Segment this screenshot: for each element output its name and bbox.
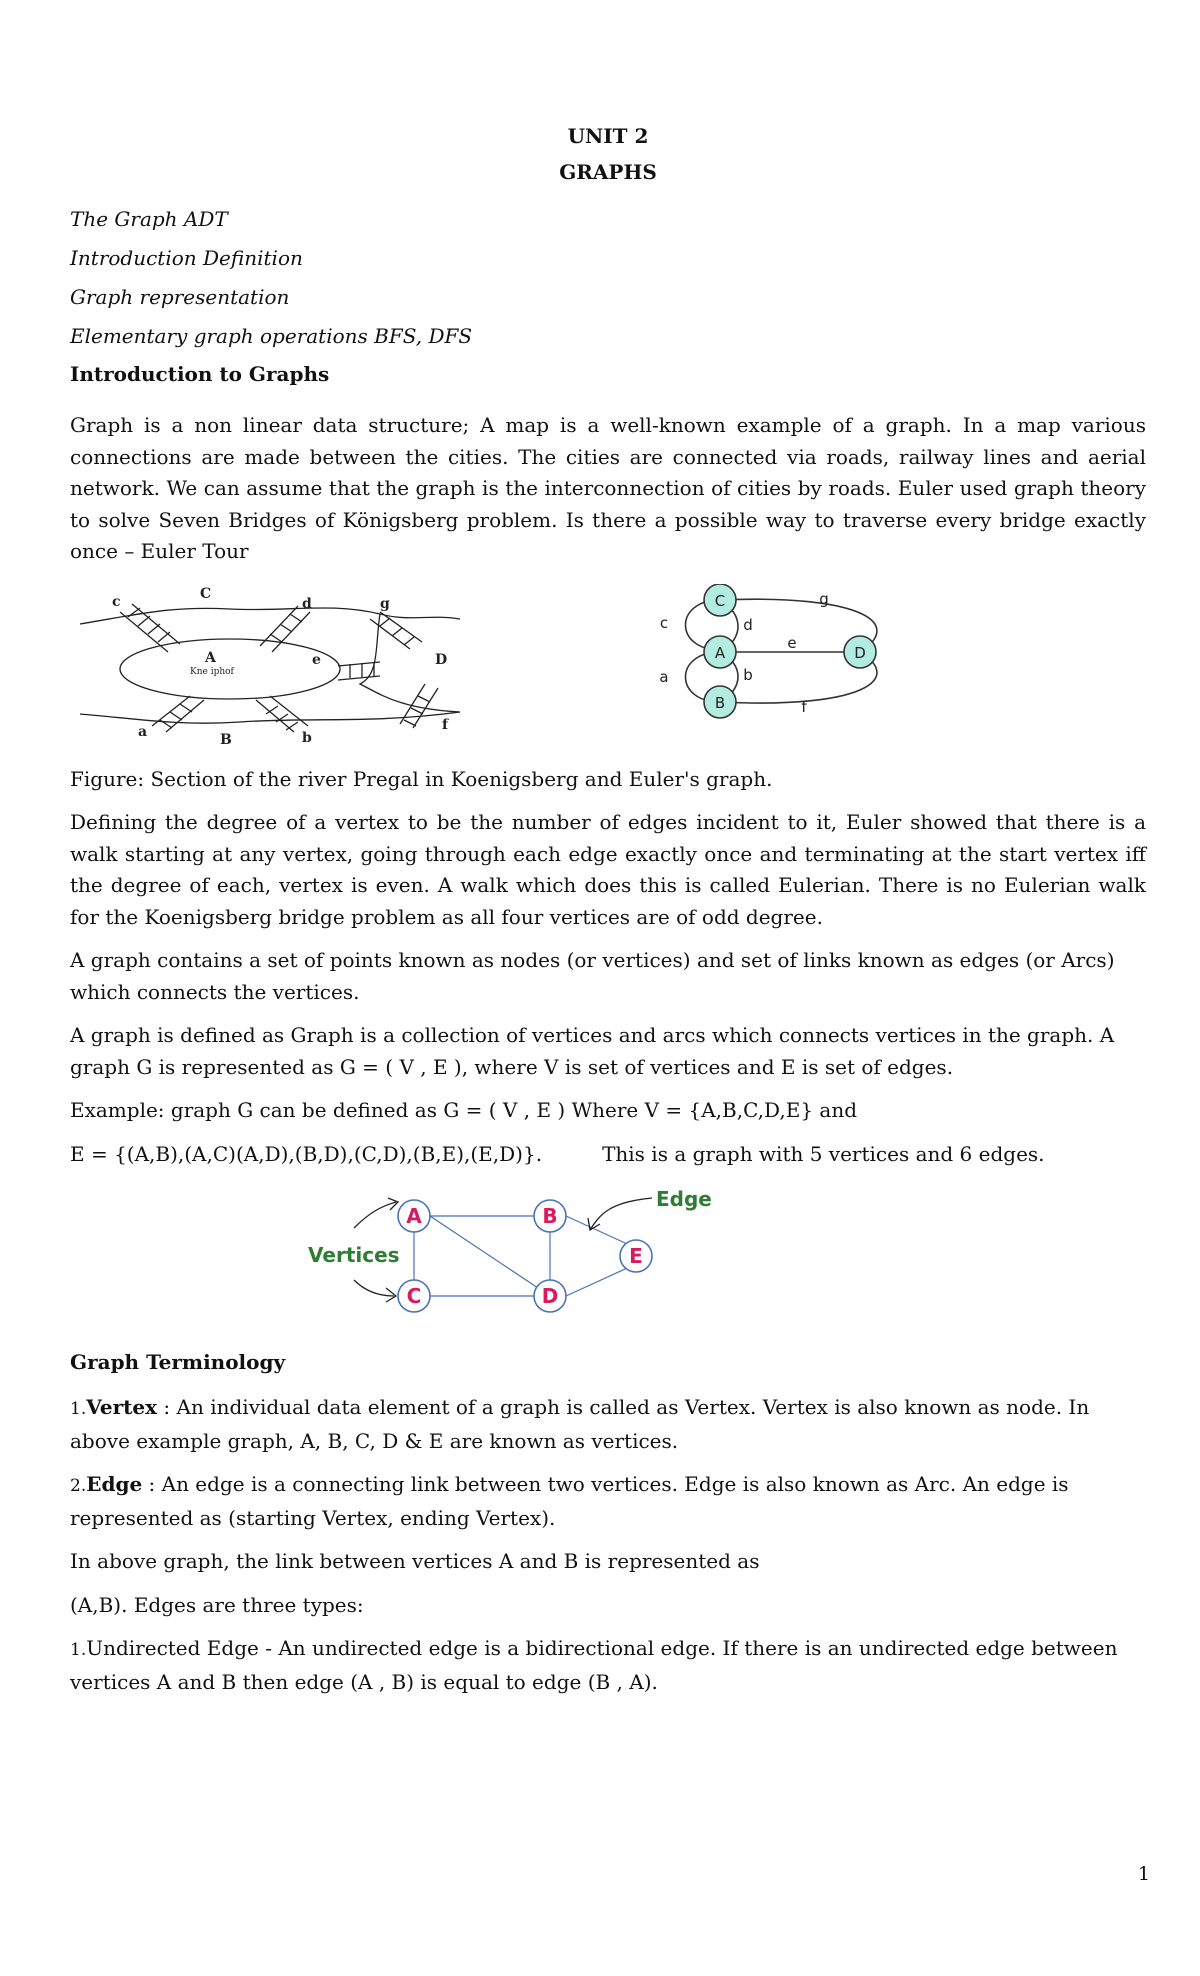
bridge-label: d xyxy=(302,595,312,612)
edge-set-note: This is a graph with 5 vertices and 6 edges. xyxy=(602,1141,1045,1166)
degree-paragraph: Defining the degree of a vertex to be the number of edges incident to it, Euler showed that there is a walk starting at any vertex, going through each edge exactly once and terminating at the start vertex iff the degree of each, vertex is even. A walk which does this is called Eulerian. There is no Eulerian walk for the Koenigsberg bridge problem as all four vertices are of odd degree. xyxy=(70,810,1146,929)
land-label: D xyxy=(435,651,448,668)
term-name: Vertex xyxy=(86,1395,158,1419)
document-page xyxy=(70,118,1146,1698)
term-text: Undirected Edge - An undirected edge is a bidirectional edge. If there is an undirected edge between vertices A and B then edge (A , B) is equal to edge (B , A). xyxy=(70,1636,1118,1694)
node-label: E xyxy=(629,1244,643,1268)
edge-label: c xyxy=(659,613,669,632)
bridge-label: g xyxy=(380,595,390,612)
node-label: C xyxy=(406,1284,422,1308)
node-label: D xyxy=(541,1284,559,1308)
edge-set-line xyxy=(70,1139,1146,1171)
edge-label: a xyxy=(659,667,669,686)
island-label: A xyxy=(205,649,216,666)
edge-set: E = {(A,B),(A,C)(A,D),(B,D),(C,D),(B,E),(E,D)}. xyxy=(70,1141,543,1166)
bridge-label: b xyxy=(302,729,312,746)
figure-koenigsberg xyxy=(70,584,1146,764)
example-paragraph: Example: graph G can be defined as G = ( V , E ) Where V = {A,B,C,D,E} and xyxy=(70,1098,858,1122)
term-edge xyxy=(70,1469,1146,1534)
bridge-label: f xyxy=(442,716,449,733)
example-graph-figure xyxy=(270,1184,800,1334)
node-label: C xyxy=(714,591,726,610)
defined-paragraph: A graph is defined as Graph is a collection of vertices and arcs which connects vertices in the graph. A graph G is represented as G = ( V , E ), where V is set of vertices and E is set of edges. xyxy=(70,1023,1115,1079)
list-number: 2. xyxy=(70,1476,87,1496)
toc-item: The Graph ADT xyxy=(70,207,228,231)
list-number: 1. xyxy=(70,1640,87,1660)
unit-heading: UNIT 2 xyxy=(567,124,649,148)
link-line: In above graph, the link between vertices A and B is represented as xyxy=(70,1549,760,1573)
toc-list xyxy=(70,200,1146,356)
toc-item: Elementary graph operations BFS, DFS xyxy=(70,324,473,348)
figure-example-graph xyxy=(70,1184,1146,1344)
island-name: Kne iphof xyxy=(190,666,234,677)
term-text: : An edge is a connecting link between two vertices. Edge is also known as Arc. An edge is represented as (starting Vertex, ending Vertex). xyxy=(70,1472,1069,1530)
euler-graph-figure xyxy=(644,584,980,754)
bridge-label: c xyxy=(112,593,121,610)
page-number: 1 xyxy=(1137,1863,1150,1885)
node-label: D xyxy=(854,643,866,662)
bridge-label: e xyxy=(312,651,321,668)
edge-label: b xyxy=(743,665,753,684)
types-line: (A,B). Edges are three types: xyxy=(70,1592,364,1617)
terminology-heading: Graph Terminology xyxy=(70,1350,286,1374)
land-label: C xyxy=(200,585,212,602)
toc-item: Introduction Definition xyxy=(70,246,303,270)
edge-callout-label: Edge xyxy=(656,1187,712,1211)
edge-label: d xyxy=(743,615,753,634)
term-vertex xyxy=(70,1392,1146,1457)
bridge-map-figure xyxy=(80,584,470,754)
contains-paragraph: A graph contains a set of points known as nodes (or vertices) and set of links known as edges (or Arcs) which connects the vertices. xyxy=(70,948,1115,1004)
intro-heading: Introduction to Graphs xyxy=(70,362,330,386)
list-number: 1. xyxy=(70,1399,87,1419)
node-label: A xyxy=(714,643,726,662)
node-label: B xyxy=(714,693,726,712)
land-label: B xyxy=(220,731,232,748)
term-undirected xyxy=(70,1633,1146,1698)
page-title: GRAPHS xyxy=(559,160,657,184)
figure-caption: Figure: Section of the river Pregal in Koenigsberg and Euler's graph. xyxy=(70,766,773,791)
node-label: B xyxy=(542,1204,558,1228)
bridge-label: a xyxy=(138,723,148,740)
edge-label: e xyxy=(787,633,797,652)
term-text: : An individual data element of a graph is called as Vertex. Vertex is also known as node. In above example graph, A, B, C, D & E are known as vertices. xyxy=(70,1395,1090,1453)
node-label: A xyxy=(406,1204,422,1228)
vertices-label: Vertices xyxy=(308,1243,400,1267)
term-name: Edge xyxy=(86,1472,143,1496)
toc-item: Graph representation xyxy=(70,285,290,309)
intro-paragraph: Graph is a non linear data structure; A map is a well-known example of a graph. In a map various connections are made between the cities. The cities are connected via roads, railway lines and aerial network. We can assume that the graph is the interconnection of cities by roads. Euler used graph theory to solve Seven Bridges of Königsberg problem. Is there a possible way to traverse every bridge exactly once – Euler Tour xyxy=(70,413,1146,563)
edge-label: g xyxy=(819,589,829,608)
edge-label: f xyxy=(801,697,807,716)
